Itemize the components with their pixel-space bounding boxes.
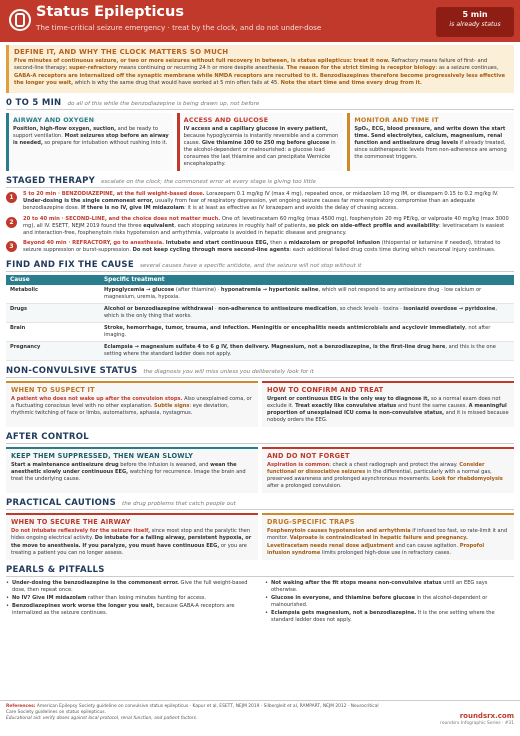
badge-text: is already status (449, 21, 501, 28)
list-item: • Not waking after the fit stops means non-convulsive status until an EEG says otherwise. (265, 580, 514, 594)
step-3: 3 Beyond 40 min · REFRACTORY, go to anesthesia. Intubate and start continuous EEG, then a midazolam or propofol infusion (thiopental or ketamine if needed), titrated to seizure suppression or burst-suppression. Do not keep cycling through more second-line agents: each additional failed drug costs time during which neuronal injury continues. (6, 240, 514, 254)
references: References: American Epilepsy Society guideline on convulsive status epilepticus · Kapur et al, ESETT, NEJM 2019 · Silbergleit et al, RAMPART, NEJM 2012 · Neurocritical Care Society guidelines on status epilepticus. Educational aid: verify doses against local protocol, renal function, and patient factors. (6, 704, 379, 721)
box-dont-forget: AND DO NOT FORGET Aspiration is common: check a chest radiograph and protect the airway. Consider functional or dissociative seizures in the differential, particularly with a normal gas, preserved awareness and prolonged asynchronous movements. Look for rhabdomyolysis after a prolonged convulsion. (262, 447, 514, 493)
table-row: Drugs Alcohol or benzodiazepine withdrawal · non-adherence to antiseizure medication, so check levels · toxins · isoniazid overdose → pyridoxine, which is the only thing that works. (6, 303, 514, 322)
first-five-minutes-cards (6, 113, 514, 171)
section-header-ncs: NON-CONVULSIVE STATUS the diagnosis you will miss unless you deliberately look for it (6, 366, 514, 378)
table-row: Brain Stroke, hemorrhage, tumor, trauma, and infection. Meningitis or encephalitis needs antimicrobials and acyclovir immediately, not after imaging. (6, 322, 514, 341)
box-drug-traps: DRUG-SPECIFIC TRAPS Fosphenytoin causes hypotension and arrhythmia if infused too fast, so rate-limit it and monitor. Valproate is contraindicated in hepatic failure and pregnancy. Levetiracetam needs renal dose adjustment and can cause agitation. Propofol infusion syndrome limits prolonged high-dose use in refractory cases. (262, 513, 514, 559)
list-item: • Glucose in everyone, and thiamine before glucose in the alcohol-dependent or malnourished. (265, 595, 514, 609)
site-link[interactable]: roundsrx.com (459, 712, 514, 720)
page-subtitle: The time-critical seizure emergency · treat by the clock, and do not under-dose (36, 23, 322, 32)
box-suspect: WHEN TO SUSPECT IT A patient who does not wake up after the convulsion stops. Also unexplained coma, or a fluctuating conscious level with no other explanation. Subtle signs: eye deviation, rhythmic twitching of face or limbs, automatisms, aphasia, nystagmus. (6, 381, 258, 427)
caution-boxes (6, 513, 514, 559)
pearls-left (6, 580, 255, 626)
box-confirm: HOW TO CONFIRM AND TREAT Urgent or continuous EEG is the only way to diagnose it, so a normal exam does not exclude it. Treat exactly like convulsive status and hunt the same causes. A meaningful proportion of unexplained ICU coma is non-convulsive status, and it is missed because nobody orders the EEG. (262, 381, 514, 427)
section-header-cause: FIND AND FIX THE CAUSE several causes have a specific antidote, and the seizure will not stop without it (6, 260, 514, 272)
step-2: 2 20 to 40 min · SECOND-LINE, and the choice does not matter much. One of: levetiracetam 60 mg/kg (max 4500 mg), fosphenytoin 20 mg PE/kg, or valproate 40 mg/kg (max 3000 mg), all IV. ESETT, NEJM 2019 found the three equivalent, each stopping seizures in roughly half of patients, so pick on side-effect profile and availability: levetiracetam is easiest and interaction-free, fosphenytoin risks hypotension and arrhythmia, valproate is avoided in hepatic disease and pregnancy. (6, 216, 514, 238)
footer (0, 700, 520, 736)
section-header-staged: STAGED THERAPY escalate on the clock; the commonest error at every stage is giving too little (6, 176, 514, 188)
table-row: Metabolic Hypoglycemia → glucose (after thiamine) · hyponatremia → hypertonic saline, which will not respond to any antiseizure drug · low calcium or magnesium, uremia, hypoxia. (6, 285, 514, 304)
definition-title: DEFINE IT, AND WHY THE CLOCK MATTERS SO MUCH (14, 48, 229, 56)
definition-box (6, 45, 514, 93)
list-item: • Under-dosing the benzodiazepine is the commonest error. Give the full weight-based dose, then repeat once. (6, 580, 255, 594)
header-banner (0, 0, 520, 42)
definition-text: Five minutes of continuous seizure, or two or more seizures without full recovery in between, is status epilepticus: treat it now. Refractory means failure of first- and second-line therapy; super-refractory means continuing or recurring 24 h or more despite anesthesia. The reason for the strict timing is receptor biology: as a seizure continues, GABA-A receptors are internalized off the synaptic membrane while NMDA receptors are recruited to it. Benzodiazepines therefore become progressively less effective the longer you wait, which is why the same drug that would have worked at 5 min often fails at 45. Note the start time and time every drug from it. (14, 58, 506, 86)
pearls-lists (6, 580, 514, 626)
page-title: Status Epilepticus (36, 4, 184, 20)
section-header-cautions: PRACTICAL CAUTIONS the drug problems that catch people out (6, 498, 514, 510)
section-header-0-5: 0 TO 5 MIN do all of this while the benzodiazepine is being drawn up, not before (6, 98, 514, 110)
time-badge (436, 7, 514, 37)
badge-time: 5 min (462, 10, 488, 19)
box-wean: KEEP THEM SUPPRESSED, THEN WEAN SLOWLY Start a maintenance antiseizure drug before the infusion is weaned, and wean the anesthetic slowly under continuous EEG, watching for recurrence. Image the brain and treat the underlying cause. (6, 447, 258, 493)
table-row: Pregnancy Eclampsia → magnesium sulfate 4 to 6 g IV, then delivery. Magnesium, not a benzodiazepine, is the first-line drug here, and this is the one setting where the standard ladder does not apply. (6, 341, 514, 360)
ncs-boxes (6, 381, 514, 427)
box-airway-caution: WHEN TO SECURE THE AIRWAY Do not intubate reflexively for the seizure itself, since most stop and the paralytic then hides ongoing electrical activity. Do intubate for a failing airway, persistent hypoxia, or the move to anesthesia. If you paralyze, you must have continuous EEG, or you are treating a patient you can no longer assess. (6, 513, 258, 559)
series-label: roundsrx Infographic Series · #31 (440, 721, 514, 726)
list-item: • Eclampsia gets magnesium, not a benzodiazepine. It is the one setting where the standard ladder does not apply. (265, 610, 514, 624)
list-item: • Benzodiazepines work worse the longer you wait, because GABA-A receptors are internalized as the seizure continues. (6, 603, 255, 617)
list-item: • No IV? Give IM midazolam rather than losing minutes hunting for access. (6, 595, 255, 602)
cause-table: Cause Specific treatment Metabolic Hypoglycemia → glucose (after thiamine) · hyponatremia → hypertonic saline, which will not respond to any antiseizure drug · low calcium or magnesium, uremia, hypoxia. Drugs Alcohol or benzodiazepine withdrawal · non-adherence to antiseizure medication, so check levels · toxins · isoniazid overdose → pyridoxine, which is the only thing that works. Brain Stroke, hemorrhage, tumor, trauma, and infection. Meningitis or encephalitis needs antimicrobials and acyclovir immediately, not after imaging. Pregnancy Eclampsia → magnesium sulfate 4 to 6 g IV, then delivery. Magnesium, not a benzodiazepine, is the first-line drug here, and this is the one setting where the standard ladder does not apply. (6, 275, 514, 361)
card-airway: AIRWAY AND OXYGEN Position, high-flow oxygen, suction, and be ready to support ventilation. Most seizures stop before an airway is needed, so prepare for intubation without rushing into it. (6, 113, 173, 171)
section-header-after: AFTER CONTROL (6, 432, 514, 444)
section-header-pearls: PEARLS & PITFALLS (6, 565, 514, 577)
card-monitor: MONITOR AND TIME IT SpO₂, ECG, blood pressure, and write down the start time. Send electrolytes, calcium, magnesium, renal function and antiseizure drug levels if already treated, since subtherapeutic levels from non-adherence are among the commonest triggers. (347, 113, 514, 171)
brain-logo-icon (9, 9, 31, 31)
pearls-right (265, 580, 514, 626)
card-access-glucose: ACCESS AND GLUCOSE IV access and a capillary glucose in every patient, because hypoglycemia is instantly reversible and a common cause. Give thiamine 100 to 250 mg before glucose in the alcohol-dependent or malnourished: a glucose load consumes the last thiamine and can precipitate Wernicke encephalopathy. (177, 113, 344, 171)
after-boxes (6, 447, 514, 493)
step-1: 1 5 to 20 min · BENZODIAZEPINE, at the full weight-based dose. Lorazepam 0.1 mg/kg IV (max 4 mg), repeated once, or midazolam 10 mg IM, or diazepam 0.15 to 0.2 mg/kg IV. Under-dosing is the single commonest error, usually from fear of respiratory depression, yet ongoing seizure causes far more respiratory compromise than an adequate benzodiazepine dose. If there is no IV, give IM midazolam: it is at least as effective as IV lorazepam and avoids the delay of chasing access. (6, 191, 514, 213)
brand (440, 712, 514, 726)
